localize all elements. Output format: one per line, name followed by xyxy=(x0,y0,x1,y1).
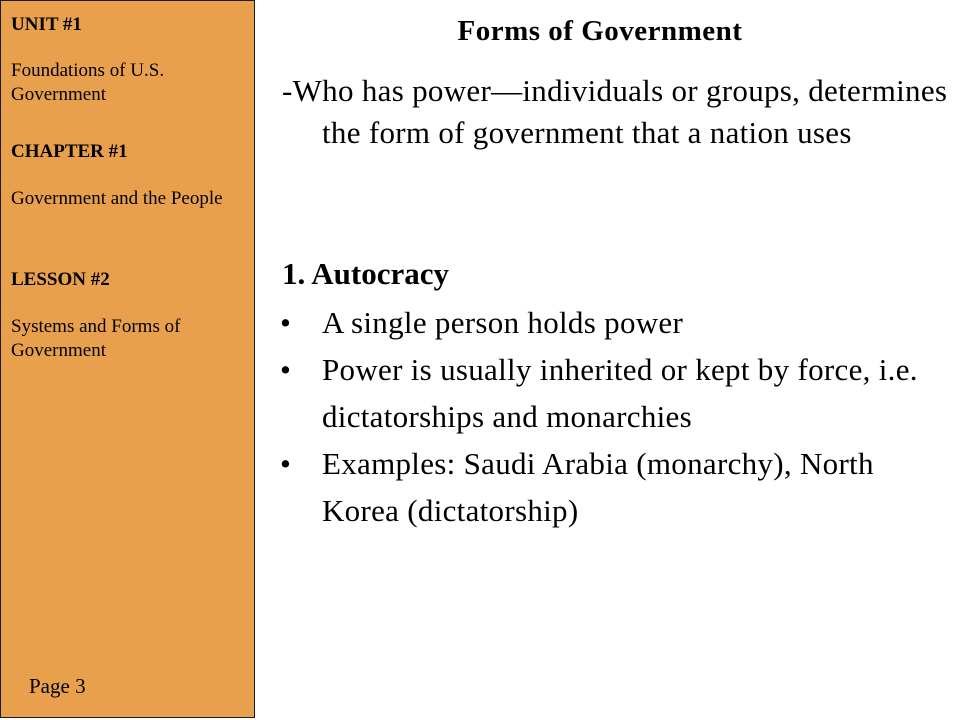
bullet-icon: • xyxy=(280,446,292,481)
unit-title: Foundations of U.S. Government xyxy=(11,60,165,105)
chapter-title: Government and the People xyxy=(11,188,223,209)
page-number: Page 3 xyxy=(29,674,86,698)
bullet-icon: • xyxy=(280,352,292,387)
bullet-list xyxy=(282,299,932,534)
lesson-sidebar xyxy=(0,0,255,718)
bullet-icon: • xyxy=(280,305,292,340)
bullet-text: Examples: Saudi Arabia (monarchy), North Korea (dictatorship) xyxy=(322,446,874,528)
bullet-text: Power is usually inherited or kept by force, i.e. dictatorships and monarchies xyxy=(322,352,918,434)
section-heading: 1. Autocracy xyxy=(282,256,450,291)
intro-paragraph: -Who has power—individuals or groups, determines the form of government that a nation uses xyxy=(282,73,948,150)
slide-title: Forms of Government xyxy=(457,15,743,47)
lesson-label: LESSON #2 xyxy=(11,269,110,290)
chapter-label: CHAPTER #1 xyxy=(11,141,128,162)
bullet-item xyxy=(282,299,932,346)
bullet-item xyxy=(282,346,932,440)
bullet-text: A single person holds power xyxy=(322,305,684,340)
unit-label: UNIT #1 xyxy=(11,14,82,35)
lesson-title: Systems and Forms of Government xyxy=(11,316,181,361)
bullet-item xyxy=(282,440,932,534)
